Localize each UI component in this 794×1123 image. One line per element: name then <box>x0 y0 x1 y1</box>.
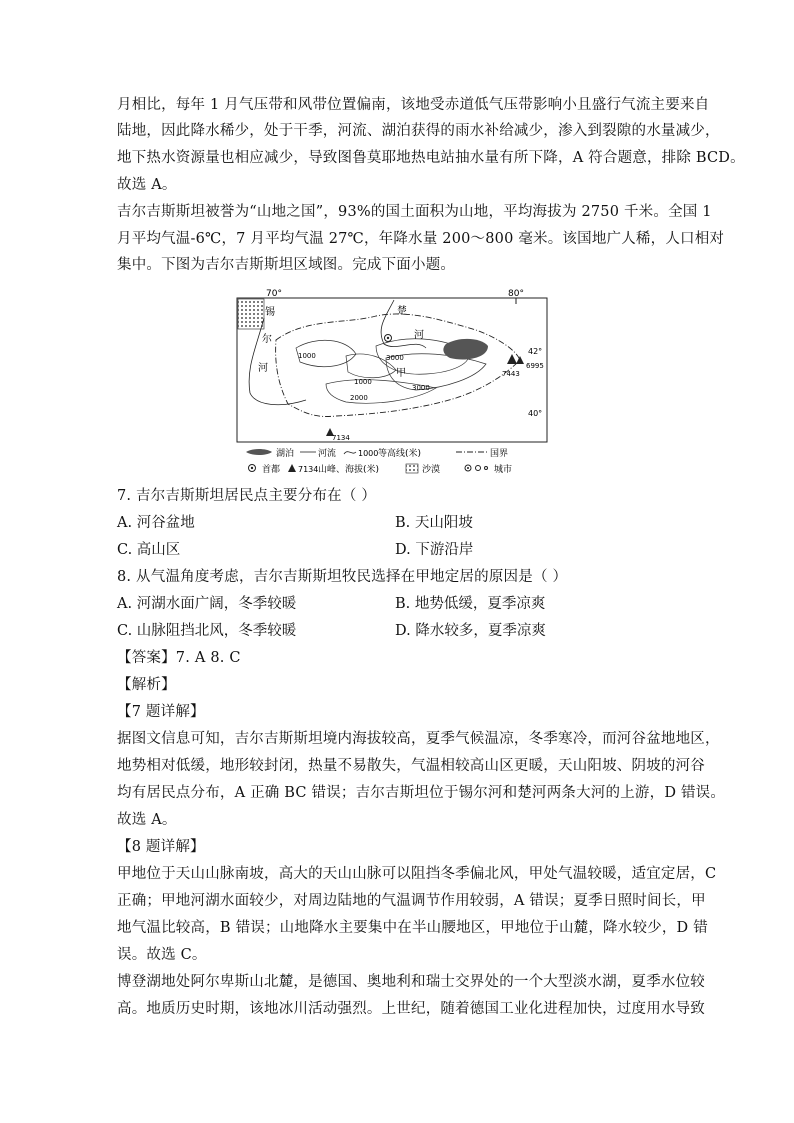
detail7-line: 均有居民点分布，A 正确 BC 错误；吉尔吉斯坦位于锡尔河和楚河两条大河的上游，D 错误。 <box>117 785 726 801</box>
next-passage-line: 高。地质历史时期，该地冰川活动强烈。上世纪，随着德国工业化进程加快，过度用水导致 <box>117 1001 705 1017</box>
desert-area <box>238 299 264 329</box>
peak-6995-label: 6995 <box>526 362 544 370</box>
legend-peak-swatch <box>288 464 296 472</box>
contour-label: 1000 <box>354 378 372 386</box>
country-border <box>276 314 520 417</box>
legend-lake-label: 湖泊 <box>276 449 295 459</box>
syr-river <box>249 318 306 405</box>
q8-option-b: B. 地势低缓，夏季凉爽 <box>395 596 546 612</box>
analysis-heading: 【解析】 <box>117 677 176 693</box>
peak-marker <box>507 354 517 364</box>
q8-option-a: A. 河湖水面广阔，冬季较暖 <box>117 596 297 612</box>
q7-option-a: A. 河谷盆地 <box>117 515 195 531</box>
legend-border-label: 国界 <box>490 449 509 459</box>
q7-stem: 7. 吉尔吉斯斯坦居民点主要分布在（ ） <box>117 488 377 504</box>
legend-river-label: 河流 <box>318 449 337 459</box>
q8-option-d: D. 降水较多，夏季凉爽 <box>395 623 546 639</box>
detail8-line: 误。故选 C。 <box>117 947 207 963</box>
legend-desert-label: 沙漠 <box>422 465 441 475</box>
syr-river-char: 尔 <box>262 334 272 345</box>
detail8-line: 正确；甲地河湖水面较少，对周边陆地的气温调节作用较弱，A 错误；夏季日照时间长，甲 <box>117 893 706 909</box>
lat-42-label: 42° <box>528 347 543 356</box>
detail8-line: 地气温比较高，B 错误；山地降水主要集中在半山腰地区，甲地位于山麓，降水较少，D 错 <box>117 920 708 936</box>
para1-line: 陆地，因此降水稀少，处于干季，河流、湖泊获得的雨水补给减少，渗入到裂隙的水量减少， <box>117 123 720 139</box>
legend-desert-swatch <box>406 464 418 473</box>
next-passage-line: 博登湖地处阿尔卑斯山北麓，是德国、奥地利和瑞士交界处的一个大型淡水湖，夏季水位较 <box>117 974 705 990</box>
map-frame <box>237 298 547 442</box>
chu-river-char: 楚 <box>397 306 407 317</box>
place-jia: 甲 <box>396 368 406 379</box>
para1-line: 故选 A。 <box>117 177 177 193</box>
q8-stem: 8. 从气温角度考虑，吉尔吉斯斯坦牧民选择在甲地定居的原因是（ ） <box>117 569 568 585</box>
detail8-line: 甲地位于天山山脉南坡，高大的天山山脉可以阻挡冬季偏北风，甲处气温较暖，适宜定居，C <box>117 866 717 882</box>
contour-label: 2000 <box>350 394 368 402</box>
q7-option-d: D. 下游沿岸 <box>395 542 474 558</box>
intro-line: 月平均气温-6℃，7 月平均气温 27℃，年降水量 200～800 毫米。该国地广人稀，人口相对 <box>117 231 725 247</box>
legend-city-label: 城市 <box>494 465 513 475</box>
detail7-line: 据图文信息可知，吉尔吉斯斯坦境内海拔较高，夏季气候温凉，冬季寒冷，而河谷盆地地区， <box>117 731 720 747</box>
legend-contour-swatch <box>344 452 356 454</box>
legend-lake-swatch <box>246 449 272 455</box>
contour-label: 3000 <box>412 384 430 392</box>
kyrgyzstan-map <box>236 288 548 476</box>
legend-capital-label: 首都 <box>262 465 281 475</box>
q7-option-c: C. 高山区 <box>117 542 181 558</box>
lon-80-label: 80° <box>508 289 524 299</box>
answer-line: 【答案】7. A 8. C <box>117 650 241 666</box>
detail8-heading: 【8 题详解】 <box>117 839 205 855</box>
peak-7134-label: 7134 <box>332 434 350 442</box>
contour-label: 1000 <box>298 352 316 360</box>
intro-line: 吉尔吉斯斯坦被誉为“山地之国”，93%的国土面积为山地，平均海拔为 2750 千米。全国 1 <box>117 204 712 220</box>
legend-contour-label: 等高线(米) <box>378 449 422 459</box>
q7-option-b: B. 天山阳坡 <box>395 515 473 531</box>
chu-river-char: 河 <box>414 330 424 341</box>
syr-river-char: 河 <box>258 363 268 374</box>
syr-river-char: 锡 <box>265 307 275 318</box>
para1-line: 月相比，每年 1 月气压带和风带位置偏南，该地受赤道低气压带影响小且盛行气流主要来自 <box>117 97 710 113</box>
detail7-heading: 【7 题详解】 <box>117 704 205 720</box>
legend-contour-value: 1000 <box>358 449 379 458</box>
legend-peak-value: 7134 <box>298 465 319 474</box>
legend-peak-label: 山峰、海拔(米) <box>318 465 380 475</box>
intro-line: 集中。下图为吉尔吉斯斯坦区域图。完成下面小题。 <box>117 257 456 273</box>
peak-7443-label: 7443 <box>502 370 520 378</box>
detail7-line: 故选 A。 <box>117 812 177 828</box>
issyk-kul-lake <box>443 339 488 360</box>
lat-40-label: 40° <box>528 409 543 418</box>
detail7-line: 地势相对低缓，地形较封闭，热量不易散失，气温相较高山区更暖，天山阳坡、阴坡的河谷 <box>117 758 705 774</box>
para1-line: 地下热水资源量也相应减少，导致图鲁莫耶地热电站抽水量有所下降，A 符合题意，排除 BCD。 <box>117 150 745 166</box>
q8-option-c: C. 山脉阻挡北风，冬季较暖 <box>117 623 297 639</box>
lon-70-label: 70° <box>266 289 282 299</box>
contour-label: 3000 <box>386 354 404 362</box>
